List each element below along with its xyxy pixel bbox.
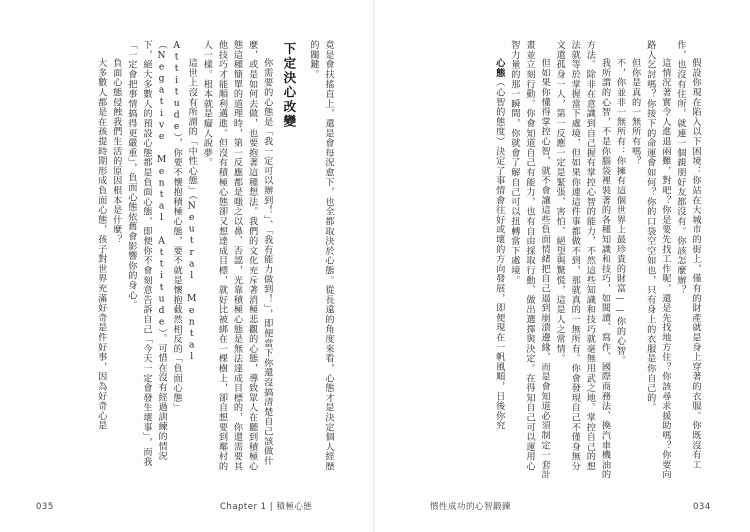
running-head: 慣性成功的心智鍛鍊: [430, 502, 512, 512]
body-paragraph: 不，你並非一無所有：你擁有這個世界上最珍貴的財富——你的心智。: [614, 58, 626, 366]
closing-text: （心智的態度）決定了事情會往好或壞的方向發展，即便現在一帆風順，日後你究: [493, 78, 505, 431]
body-paragraph: 這世上沒有所謂的「中性心態」（Neutral Mental Attitude），你要不懷抱積極心態，要不就是懷抱截然相反的「負面心態」（Negative Mental Attitude）。可惜在沒有經過訓練的情況下，絕大多數人的預設心態都是負面心態，即便你不會刻意告訴自己「今天一定會發生壞事」，而我「一定會把事情搞得更嚴重」，負面心態依舊會影響你的身心。: [125, 40, 198, 467]
body-paragraph: 但如果你懂得掌控心智，就不會讓這些負面情緒把自己逼到崩潰邊緣，而是會知道必須制定一套計畫並立刻行動。你會知道自己有能力，也有自由採取行動、做出選擇與決定。在得知自己可以運用心智力量的那一瞬間，你就會了解自己可以扭轉當下處境。: [508, 40, 551, 480]
body-paragraph: 大多數人都是在孩提時期形成負面心態，孩子對世界充滿好奇是件好事，因為好奇心是: [95, 58, 107, 431]
continuation-paragraph: 竟是會扶搖直上，還是會每況愈下，也全都取決於心態。從長遠的角度來看，心態才是決定個人經歷的關鍵。: [307, 40, 334, 472]
body-paragraph: 你需要的心態是「我一定可以辦到！」、「我有能力做到！」，即便當下你還沒搞清楚自己該做什麼，或是如何去做，也要抱著這種想法。我們的文化充斥著消極悲觀的心態，導致眾人在聽到積極心態這種簡單的道理時，第一反應都是嗤之以鼻、否認，光靠積極心態是無法達成目標的，你還需要其他技巧才能順利邁進。但沒有積極心態卻又想達成目標，就好比被綁在一棵樹上，卻自想要到鄰村的人一樣。根本就是癡人說夢。: [201, 40, 273, 472]
section-heading: 下定決心改變: [281, 42, 297, 129]
right-text-column: [403, 40, 703, 480]
body-paragraph: 但你是真的一無所有嗎？: [629, 58, 641, 167]
body-paragraph: 我所謂的心智，不是你腦袋裡裝著的各種知識和技巧，如閱讀、寫作、國際商務法、換汽車機油的方法。除非在意識到自己握有掌控心智的能力，不然這些知識和技巧就毫無用武之地。掌控自己的想法就等於掌握當下處境，但如果你連這件事都做不到，那就真的一無所有。你會發現自己不僅身無分文還孤身一人，第一反應一定是緊張、害怕、絕望與驚慌，這是人之常情。: [554, 40, 611, 480]
left-text-column: [58, 40, 336, 480]
page-number: 035: [36, 502, 54, 512]
keyword-attitude: 心態: [493, 58, 505, 78]
closing-paragraph: [492, 40, 507, 480]
body-paragraph: 假設你現在陷入以下困境：你站在大城市的街上，僅有的財產就是身上穿著的衣服。你既沒有工作，也沒有住所，就連一個親朋好友都沒有。你該怎麼辦？: [674, 40, 701, 470]
page-number: 034: [693, 502, 711, 512]
body-paragraph: 這情況著實令人進退兩難，對吧？你是要先找工作呢，還是先找地方住？你該尋求援助嗎？你要向路人乞討嗎？你接下的命運會如何？你的口袋空空如也，只有身上的衣服是你自己的。: [644, 40, 671, 480]
right-page: [375, 0, 750, 532]
running-head: Chapter 1 | 積極心態: [220, 502, 313, 512]
body-paragraph: 負面心態侵蝕我們生活的原因根本是什麼？: [110, 58, 122, 245]
